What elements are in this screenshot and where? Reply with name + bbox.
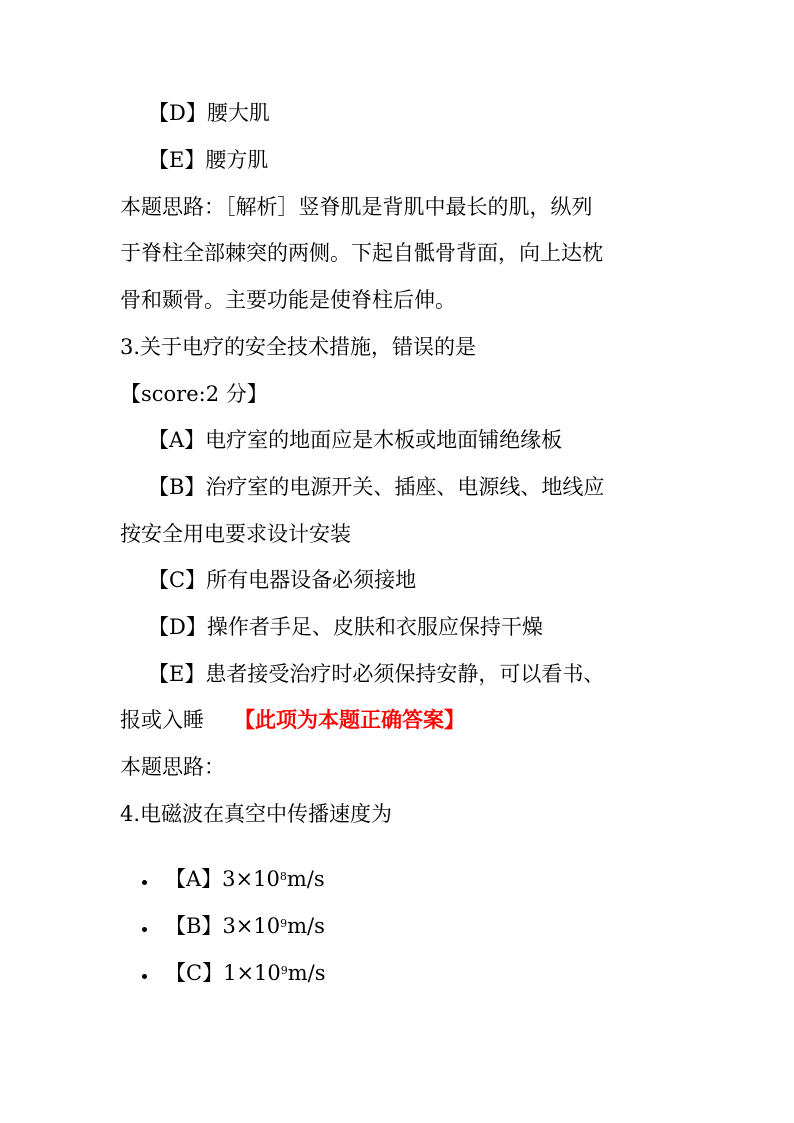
option-exponent: 8 [279, 870, 287, 883]
option-text: 腰大肌 [206, 101, 270, 125]
option-d [148, 613, 543, 641]
option-unit: m/s [286, 867, 325, 891]
option-text: 腰方肌 [205, 148, 269, 172]
bullet-icon [142, 974, 147, 979]
option-c [142, 959, 326, 987]
option-a [142, 865, 325, 893]
option-label: 【D】 [148, 615, 207, 639]
analysis-line: 于脊柱全部棘突的两侧。下起自骶骨背面，向上达枕 [120, 241, 603, 265]
option-b [148, 473, 604, 501]
analysis-line: 骨和颞骨。主要功能是使脊柱后伸。 [120, 288, 456, 312]
option-label: 【C】 [148, 568, 207, 592]
option-unit: m/s [287, 914, 325, 938]
option-text: 操作者手足、皮肤和衣服应保持干燥 [206, 615, 543, 639]
option-text: 所有电器设备必须接地 [206, 568, 417, 592]
option-unit: m/s [287, 961, 326, 985]
option-label: 【C】 [165, 961, 224, 985]
option-text: 患者接受治疗时必须保持安静，可以看书、 [205, 662, 605, 686]
option-c [148, 566, 416, 594]
score-label: 【score:2 分】 [120, 382, 268, 406]
analysis-label: 本题思路： [120, 755, 225, 779]
option-base: 3×10 [222, 914, 281, 938]
analysis-line: 本题思路：［解析］竖脊肌是背肌中最长的肌，纵列 [120, 195, 593, 219]
option-base: 1×10 [223, 961, 281, 985]
question-4-title: 4.电磁波在真空中传播速度为 [120, 802, 393, 826]
option-label: 【B】 [165, 914, 223, 938]
option-exponent: 9 [280, 964, 288, 977]
option-d [148, 99, 270, 127]
option-label: 【B】 [148, 475, 206, 499]
option-label: 【E】 [148, 148, 206, 172]
option-e [148, 660, 604, 688]
option-label: 【A】 [165, 867, 223, 891]
option-b-continued: 按安全用电要求设计安装 [120, 522, 351, 546]
option-e-continued [120, 706, 465, 734]
option-exponent: 9 [280, 917, 288, 930]
option-a [148, 426, 562, 454]
bullet-icon [142, 880, 147, 885]
option-e [148, 146, 268, 174]
option-b [142, 912, 325, 940]
option-label: 【D】 [148, 101, 207, 125]
option-base: 3×10 [222, 867, 280, 891]
correct-answer-mark: 【此项为本题正确答案】 [234, 707, 465, 732]
option-text: 电疗室的地面应是木板或地面铺绝缘板 [205, 428, 563, 452]
option-label: 【A】 [148, 428, 206, 452]
option-text: 报或入睡 [120, 708, 204, 732]
bullet-icon [142, 927, 147, 932]
option-label: 【E】 [148, 662, 206, 686]
option-text: 治疗室的电源开关、插座、电源线、地线应 [205, 475, 605, 499]
question-3-title: 3.关于电疗的安全技术措施，错误的是 [120, 335, 477, 359]
